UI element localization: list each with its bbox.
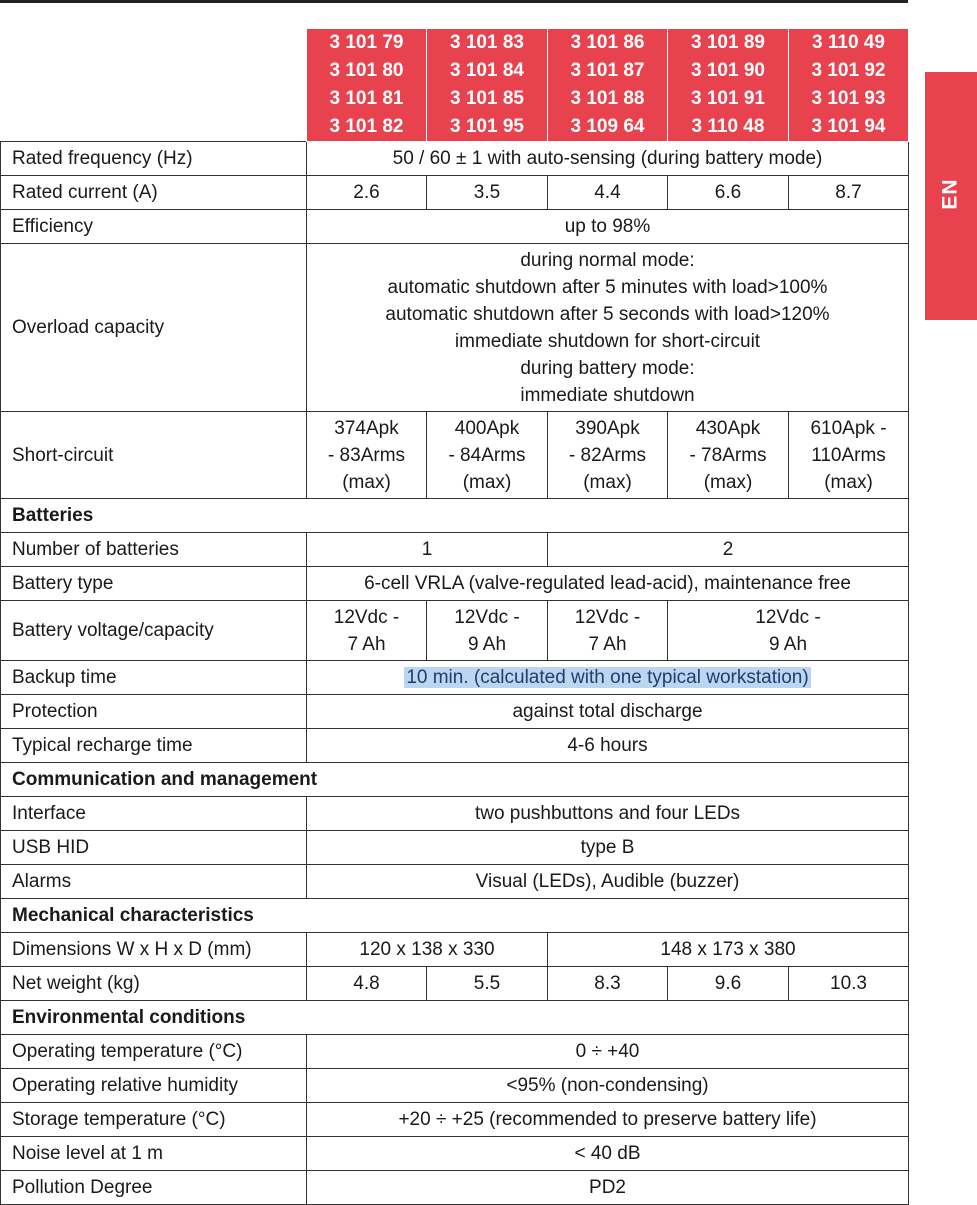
table-row: Short-circuit 374Apk - 83Arms (max) 400Apk - 84Arms (max) 390Apk - 82Arms (max) 430Apk - 78Arms (max) 610Apk - 110Arms (max): [1, 412, 909, 499]
table-row: Alarms Visual (LEDs), Audible (buzzer): [1, 865, 909, 899]
table-row: Rated current (A) 2.6 3.5 4.4 6.6 8.7: [1, 176, 909, 210]
spec-table: [0, 28, 909, 1205]
table-row: Backup time 10 min. (calculated with one typical workstation): [1, 661, 909, 695]
table-row: Storage temperature (°C) +20 ÷ +25 (recommended to preserve battery life): [1, 1103, 909, 1137]
section-header-row: Environmental conditions: [1, 1001, 909, 1035]
table-row: Battery voltage/capacity 12Vdc - 7 Ah 12Vdc - 9 Ah 12Vdc - 7 Ah 12Vdc - 9 Ah: [1, 601, 909, 661]
model-cell: 3 110 49 3 101 92 3 101 93 3 101 94: [789, 29, 909, 142]
section-header-row: Mechanical characteristics: [1, 899, 909, 933]
language-tab-label: EN: [939, 178, 962, 210]
table-row: Dimensions W x H x D (mm) 120 x 138 x 330 148 x 173 x 380: [1, 933, 909, 967]
table-row: Overload capacity during normal mode: automatic shutdown after 5 minutes with load>100% automatic shutdown after 5 seconds with load>120% immediate shutdown for short-circuit during battery mode: immediate shutdown: [1, 244, 909, 412]
section-header-row: Communication and management: [1, 763, 909, 797]
table-row: Efficiency up to 98%: [1, 210, 909, 244]
section-header-row: Batteries: [1, 499, 909, 533]
table-row: Net weight (kg) 4.8 5.5 8.3 9.6 10.3: [1, 967, 909, 1001]
table-row: Noise level at 1 m < 40 dB: [1, 1137, 909, 1171]
table-row: Operating relative humidity <95% (non-condensing): [1, 1069, 909, 1103]
model-header-row: [1, 29, 909, 142]
model-cell: 3 101 83 3 101 84 3 101 85 3 101 95: [427, 29, 548, 142]
table-row: Interface two pushbuttons and four LEDs: [1, 797, 909, 831]
table-row: Number of batteries 1 2: [1, 533, 909, 567]
model-cell: 3 101 79 3 101 80 3 101 81 3 101 82: [307, 29, 427, 142]
table-row: Rated frequency (Hz) 50 / 60 ± 1 with auto-sensing (during battery mode): [1, 142, 909, 176]
selected-text[interactable]: 10 min. (calculated with one typical workstation): [406, 667, 809, 688]
table-row: USB HID type B: [1, 831, 909, 865]
table-row: Protection against total discharge: [1, 695, 909, 729]
table-row: Typical recharge time 4-6 hours: [1, 729, 909, 763]
table-row: Battery type 6-cell VRLA (valve-regulated lead-acid), maintenance free: [1, 567, 909, 601]
language-tab: [925, 72, 977, 320]
model-cell: 3 101 86 3 101 87 3 101 88 3 109 64: [548, 29, 668, 142]
overload-cell: during normal mode: automatic shutdown after 5 minutes with load>100% automatic shutdown after 5 seconds with load>120% immediate shutdown for short-circuit during battery mode: immediate shutdown: [307, 244, 909, 412]
table-row: Pollution Degree PD2: [1, 1171, 909, 1205]
model-cell: 3 101 89 3 101 90 3 101 91 3 110 48: [668, 29, 789, 142]
top-rule: [0, 0, 908, 3]
table-row: Operating temperature (°C) 0 ÷ +40: [1, 1035, 909, 1069]
